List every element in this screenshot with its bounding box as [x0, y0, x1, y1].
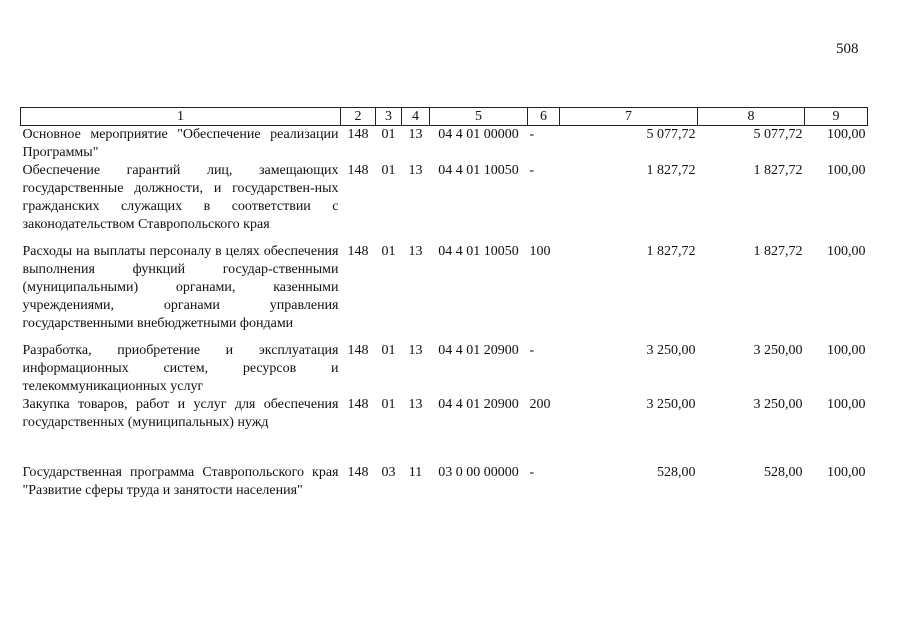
row-amount-7: 3 250,00 [646, 343, 696, 358]
table-row [21, 126, 868, 163]
row-code-2: 148 [347, 465, 369, 480]
row-code-5: 04 4 01 20900 [438, 343, 519, 358]
row-percent-9: 100,00 [827, 163, 866, 178]
row-code-6: 200 [529, 397, 551, 412]
header-col-1: 1 [21, 108, 341, 126]
row-amount-7: 1 827,72 [646, 244, 696, 259]
row-name: Государственная программа Ставропольского края "Развитие сферы труда и занятости населения" [22, 465, 339, 498]
row-code-4: 13 [408, 244, 423, 259]
table-row [21, 243, 868, 342]
row-code-2: 148 [347, 343, 369, 358]
row-code-3: 01 [381, 163, 396, 178]
row-code-2: 148 [347, 163, 369, 178]
row-name: Обеспечение гарантий лиц, замещающих государственные должности, и государствен-ных гражданских служащих в соответствии с законодательством Ставропольского края [22, 163, 339, 232]
row-code-2: 148 [347, 397, 369, 412]
row-code-3: 03 [381, 465, 396, 480]
row-code-6: 100 [529, 244, 551, 259]
row-percent-9: 100,00 [827, 127, 866, 142]
row-code-4: 13 [408, 397, 423, 412]
row-code-5: 04 4 01 20900 [438, 397, 519, 412]
row-amount-7: 3 250,00 [646, 397, 696, 412]
row-percent-9: 100,00 [827, 343, 866, 358]
row-name: Закупка товаров, работ и услуг для обеспечения государственных (муниципальных) нужд [22, 397, 339, 430]
header-col-3: 3 [376, 108, 402, 126]
row-amount-8: 3 250,00 [753, 343, 803, 358]
row-amount-7: 528,00 [657, 465, 696, 480]
row-amount-8: 1 827,72 [753, 244, 803, 259]
row-name: Основное мероприятие "Обеспечение реализации Программы" [22, 127, 339, 160]
header-col-2: 2 [341, 108, 376, 126]
table-row [21, 162, 868, 243]
row-amount-8: 3 250,00 [753, 397, 803, 412]
row-code-4: 11 [408, 465, 423, 480]
row-amount-8: 1 827,72 [753, 163, 803, 178]
row-code-5: 03 0 00 00000 [438, 465, 519, 480]
row-code-6: - [529, 343, 535, 358]
row-percent-9: 100,00 [827, 244, 866, 259]
row-code-5: 04 4 01 10050 [438, 244, 519, 259]
header-col-7: 7 [560, 108, 698, 126]
row-code-2: 148 [347, 244, 369, 259]
header-col-5: 5 [430, 108, 528, 126]
row-code-3: 01 [381, 397, 396, 412]
table-header-row [21, 108, 868, 126]
row-percent-9: 100,00 [827, 397, 866, 412]
row-name: Расходы на выплаты персоналу в целях обеспечения выполнения функций государ-ственными (муниципальными) органами, казенными учреждениями, органами управления государственными внебюджетными фондами [22, 244, 339, 331]
row-code-4: 13 [408, 127, 423, 142]
row-name: Разработка, приобретение и эксплуатация информационных систем, ресурсов и телекоммуникационных услуг [22, 343, 339, 394]
row-amount-8: 528,00 [764, 465, 803, 480]
row-code-6: - [529, 465, 535, 480]
row-code-6: - [529, 163, 535, 178]
row-code-3: 01 [381, 244, 396, 259]
row-amount-8: 5 077,72 [753, 127, 803, 142]
header-col-9: 9 [805, 108, 868, 126]
header-col-6: 6 [528, 108, 560, 126]
budget-table [20, 107, 868, 500]
row-amount-7: 1 827,72 [646, 163, 696, 178]
row-percent-9: 100,00 [827, 465, 866, 480]
row-amount-7: 5 077,72 [646, 127, 696, 142]
row-code-5: 04 4 01 10050 [438, 163, 519, 178]
page-number: 508 [836, 41, 859, 57]
row-code-5: 04 4 01 00000 [438, 127, 519, 142]
row-code-4: 13 [408, 343, 423, 358]
table-row [21, 342, 868, 396]
row-code-6: - [529, 127, 535, 142]
row-code-2: 148 [347, 127, 369, 142]
table-row [21, 396, 868, 464]
row-code-4: 13 [408, 163, 423, 178]
row-code-3: 01 [381, 127, 396, 142]
header-col-8: 8 [698, 108, 805, 126]
header-col-4: 4 [402, 108, 430, 126]
row-code-3: 01 [381, 343, 396, 358]
table-row [21, 464, 868, 500]
